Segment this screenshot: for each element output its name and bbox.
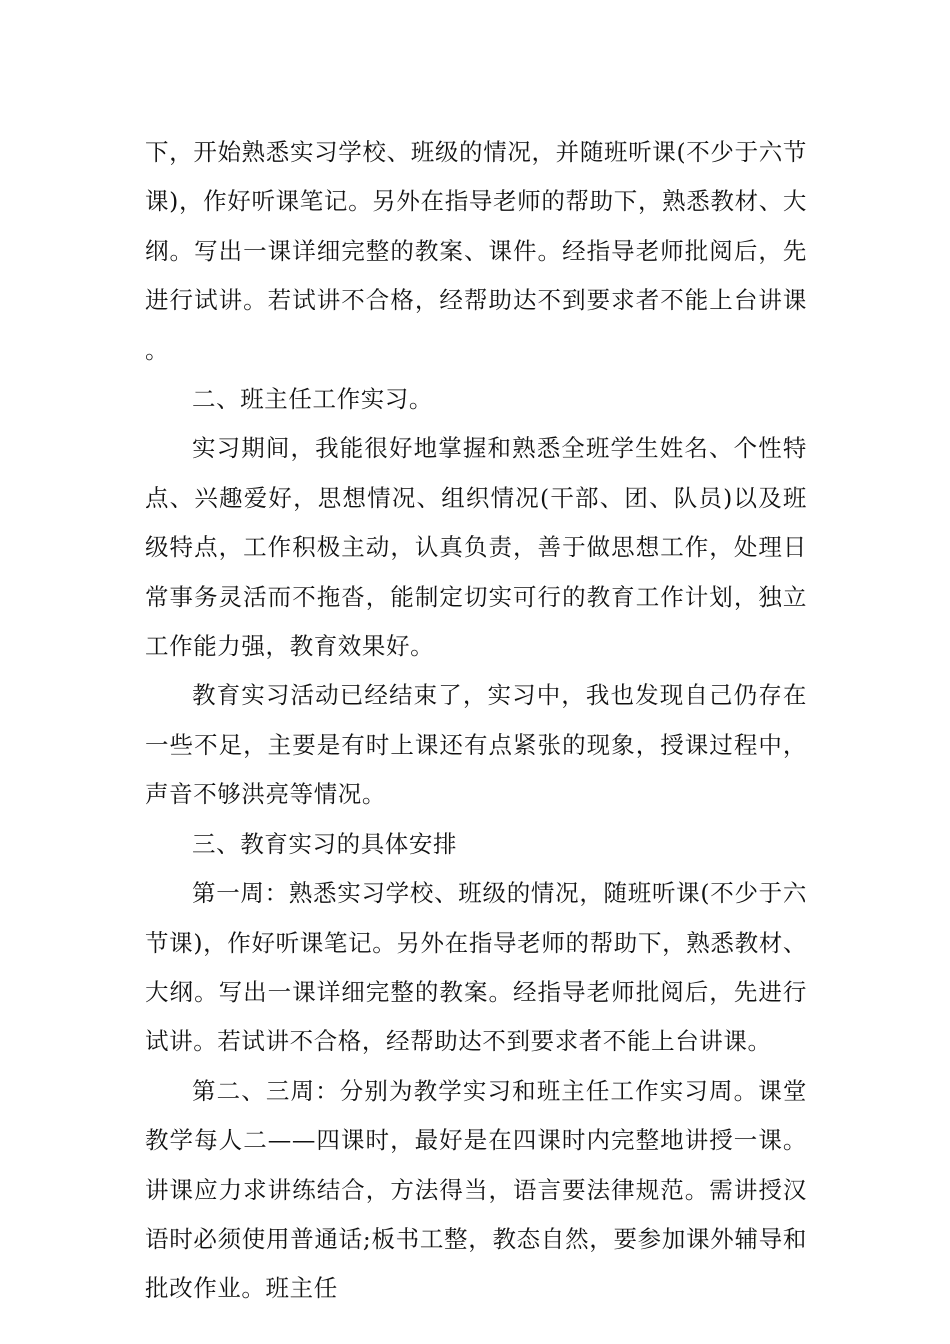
paragraph-weeks-two-three: 第二、三周：分别为教学实习和班主任工作实习周。课堂教学每人二——四课时，最好是在四课时内完整地讲授一课。讲课应力求讲练结合，方法得当，语言要法律规范。需讲授汉语时必须使用普通话;板书工整，教态自然，要参加课外辅导和批改作业。班主任: [145, 1076, 807, 1303]
section-heading-head-teacher-internship: 二、班主任工作实习。: [192, 385, 433, 414]
paragraph-continuation: 下，开始熟悉实习学校、班级的情况，并随班听课(不少于六节课)，作好听课笔记。另外在指导老师的帮助下，熟悉教材、大纲。写出一课详细完整的教案、课件。经指导老师批阅后，先进行试讲。若试讲不合格，经帮助达不到要求者不能上台讲课。: [145, 138, 807, 364]
paragraph-week-one: 第一周：熟悉实习学校、班级的情况，随班听课(不少于六节课)，作好听课笔记。另外在指导老师的帮助下，熟悉教材、大纲。写出一课详细完整的教案。经指导老师批阅后，先进行试讲。若试讲不合格，经帮助达不到要求者不能上台讲课。: [145, 879, 807, 1056]
paragraph-internship-period: 实习期间，我能很好地掌握和熟悉全班学生姓名、个性特点、兴趣爱好，思想情况、组织情况(干部、团、队员)以及班级特点，工作积极主动，认真负责，善于做思想工作，处理日常事务灵活而不拖沓，能制定切实可行的教育工作计划，独立工作能力强，教育效果好。: [145, 434, 807, 661]
section-heading-schedule: 三、教育实习的具体安排: [192, 829, 458, 858]
document-body: [145, 128, 807, 1314]
paragraph-shortcomings: 教育实习活动已经结束了，实习中，我也发现自己仍存在一些不足，主要是有时上课还有点紧张的现象，授课过程中，声音不够洪亮等情况。: [145, 681, 807, 809]
